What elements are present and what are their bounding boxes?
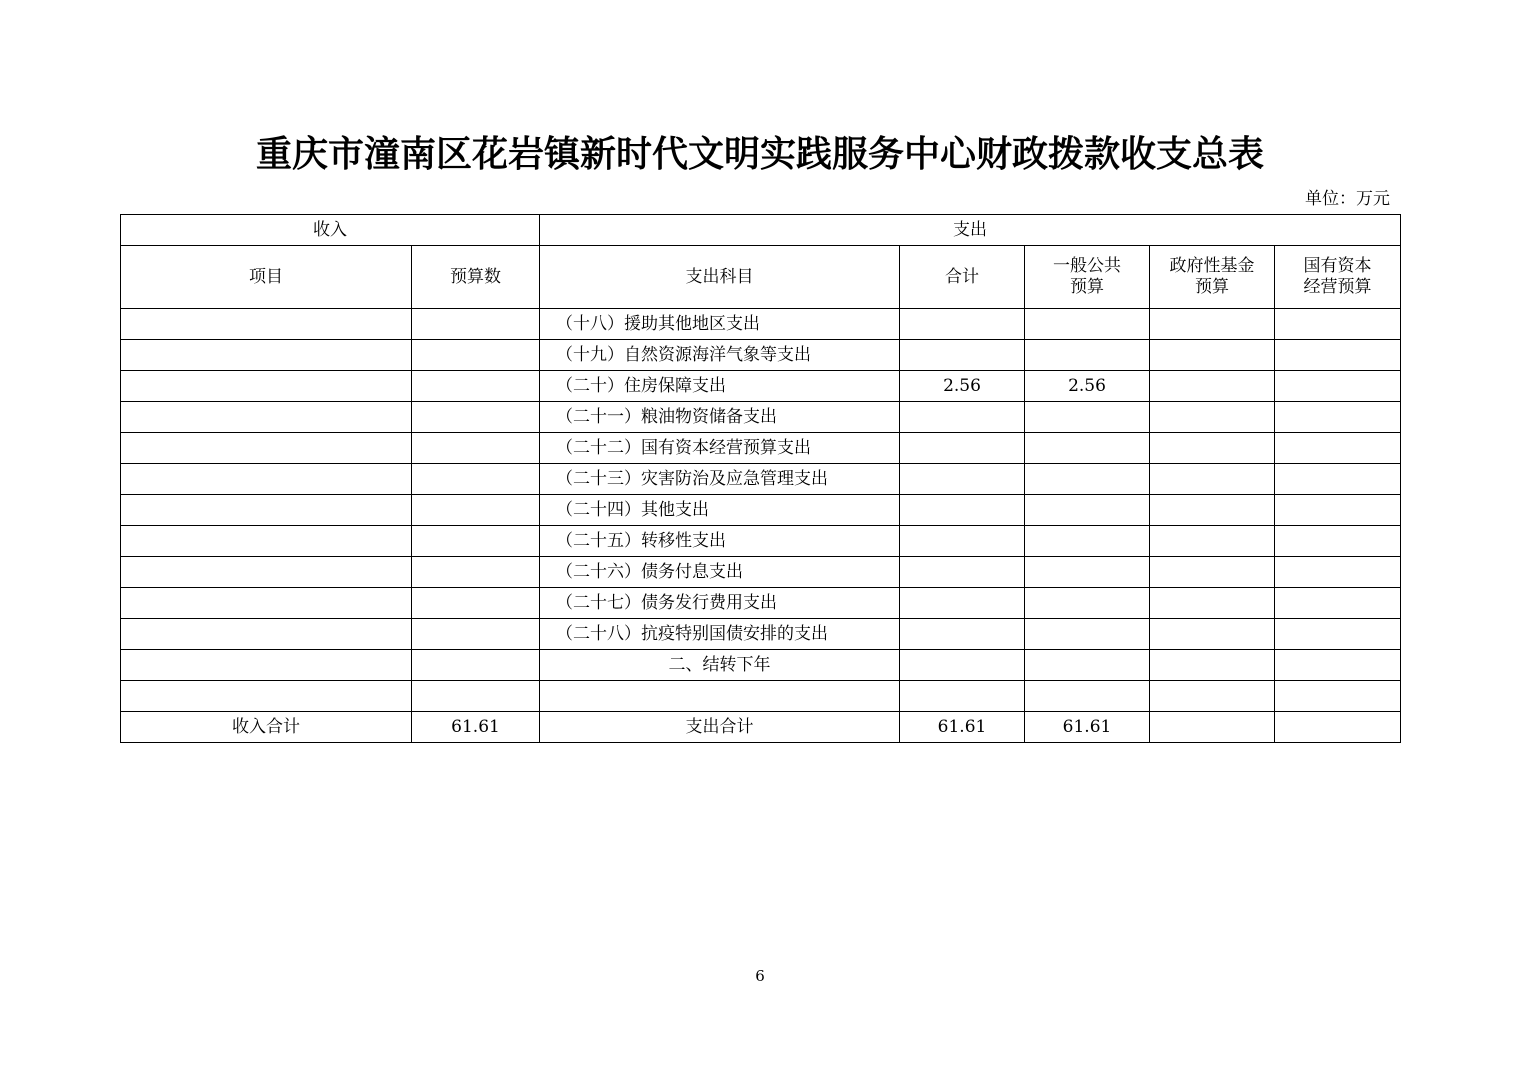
expense-fund-total (1150, 712, 1275, 743)
fund-budget-cell (1150, 619, 1275, 650)
state-budget-cell (1275, 557, 1401, 588)
expense-total-label: 支出合计 (540, 712, 900, 743)
table-cell (540, 681, 900, 712)
item-cell (121, 464, 412, 495)
header-subject: 支出科目 (540, 246, 900, 309)
state-budget-cell (1275, 371, 1401, 402)
table-row (121, 619, 1401, 650)
table-cell (412, 681, 540, 712)
table-cell (1150, 650, 1275, 681)
total-cell (900, 619, 1025, 650)
table-row (121, 340, 1401, 371)
general-budget-cell (1025, 619, 1150, 650)
general-budget-cell (1025, 588, 1150, 619)
subject-cell: （二十六）债务付息支出 (540, 557, 900, 588)
header-budget: 预算数 (412, 246, 540, 309)
item-cell (121, 340, 412, 371)
total-cell (900, 557, 1025, 588)
table-row (121, 495, 1401, 526)
expense-general-total: 61.61 (1025, 712, 1150, 743)
general-budget-cell (1025, 402, 1150, 433)
budget-cell (412, 402, 540, 433)
item-cell (121, 557, 412, 588)
state-budget-cell (1275, 526, 1401, 557)
total-cell (900, 464, 1025, 495)
general-budget-cell (1025, 557, 1150, 588)
general-budget-cell (1025, 340, 1150, 371)
header-item: 项目 (121, 246, 412, 309)
subject-cell: （二十七）债务发行费用支出 (540, 588, 900, 619)
fund-budget-cell (1150, 433, 1275, 464)
column-header-row (121, 246, 1401, 309)
subject-cell: （二十三）灾害防治及应急管理支出 (540, 464, 900, 495)
header-general-line1: 一般公共 (1053, 256, 1121, 276)
subject-cell: （二十五）转移性支出 (540, 526, 900, 557)
table-cell (1150, 681, 1275, 712)
total-cell (900, 340, 1025, 371)
state-budget-cell (1275, 433, 1401, 464)
table-cell (412, 650, 540, 681)
fund-budget-cell (1150, 340, 1275, 371)
expense-state-total (1275, 712, 1401, 743)
table-row (121, 526, 1401, 557)
item-cell (121, 526, 412, 557)
header-state-capital-budget (1275, 246, 1401, 309)
totals-row (121, 712, 1401, 743)
table-cell (1275, 681, 1401, 712)
total-cell (900, 526, 1025, 557)
table-cell (1025, 650, 1150, 681)
expense-section-header: 支出 (540, 215, 1401, 246)
general-budget-cell (1025, 464, 1150, 495)
budget-cell (412, 495, 540, 526)
item-cell (121, 433, 412, 464)
item-cell (121, 495, 412, 526)
unit-label: 单位：万元 (1305, 189, 1390, 209)
income-section-header: 收入 (121, 215, 540, 246)
table-row (121, 557, 1401, 588)
fund-budget-cell (1150, 588, 1275, 619)
subject-cell: （二十二）国有资本经营预算支出 (540, 433, 900, 464)
page-number: 6 (755, 967, 765, 985)
table-cell (121, 650, 412, 681)
item-cell (121, 371, 412, 402)
section-header-row (121, 215, 1401, 246)
state-budget-cell (1275, 309, 1401, 340)
item-cell (121, 588, 412, 619)
header-fund-line1: 政府性基金 (1169, 256, 1255, 276)
fund-budget-cell (1150, 495, 1275, 526)
budget-cell (412, 464, 540, 495)
budget-cell (412, 557, 540, 588)
total-cell (900, 402, 1025, 433)
blank-row (121, 681, 1401, 712)
table-cell (1275, 650, 1401, 681)
subject-cell: （二十）住房保障支出 (540, 371, 900, 402)
total-cell (900, 433, 1025, 464)
state-budget-cell (1275, 464, 1401, 495)
state-budget-cell (1275, 495, 1401, 526)
header-total: 合计 (900, 246, 1025, 309)
subject-cell: （十九）自然资源海洋气象等支出 (540, 340, 900, 371)
fund-budget-cell (1150, 464, 1275, 495)
total-cell (900, 588, 1025, 619)
item-cell (121, 309, 412, 340)
document-title: 重庆市潼南区花岩镇新时代文明实践服务中心财政拨款收支总表 (255, 133, 1264, 175)
state-budget-cell (1275, 402, 1401, 433)
header-state-line1: 国有资本 (1303, 256, 1372, 276)
subject-cell: （十八）援助其他地区支出 (540, 309, 900, 340)
total-cell: 2.56 (900, 371, 1025, 402)
item-cell (121, 402, 412, 433)
fund-budget-cell (1150, 371, 1275, 402)
carryover-row (121, 650, 1401, 681)
income-total-value: 61.61 (412, 712, 540, 743)
subject-cell: （二十一）粮油物资储备支出 (540, 402, 900, 433)
table-row (121, 588, 1401, 619)
header-general-line2: 预算 (1070, 277, 1104, 297)
header-state-line2: 经营预算 (1303, 277, 1372, 297)
subject-cell: （二十八）抗疫特别国债安排的支出 (540, 619, 900, 650)
total-cell (900, 309, 1025, 340)
carryover-subject: 二、结转下年 (540, 650, 900, 681)
state-budget-cell (1275, 619, 1401, 650)
header-fund-budget (1150, 246, 1275, 309)
income-total-label: 收入合计 (121, 712, 412, 743)
subject-cell: （二十四）其他支出 (540, 495, 900, 526)
budget-cell (412, 340, 540, 371)
table-cell (121, 681, 412, 712)
fund-budget-cell (1150, 557, 1275, 588)
expense-total-value: 61.61 (900, 712, 1025, 743)
item-cell (121, 619, 412, 650)
table-cell (900, 681, 1025, 712)
table-row (121, 464, 1401, 495)
general-budget-cell (1025, 526, 1150, 557)
budget-cell (412, 619, 540, 650)
table-row (121, 309, 1401, 340)
general-budget-cell (1025, 433, 1150, 464)
table-cell (1025, 681, 1150, 712)
general-budget-cell (1025, 495, 1150, 526)
budget-cell (412, 309, 540, 340)
table-row (121, 371, 1401, 402)
fund-budget-cell (1150, 526, 1275, 557)
table-row (121, 402, 1401, 433)
budget-cell (412, 371, 540, 402)
state-budget-cell (1275, 340, 1401, 371)
fund-budget-cell (1150, 402, 1275, 433)
state-budget-cell (1275, 588, 1401, 619)
budget-cell (412, 433, 540, 464)
total-cell (900, 495, 1025, 526)
budget-summary-table (120, 214, 1401, 743)
table-cell (900, 650, 1025, 681)
general-budget-cell (1025, 309, 1150, 340)
fund-budget-cell (1150, 309, 1275, 340)
header-fund-line2: 预算 (1195, 277, 1229, 297)
general-budget-cell: 2.56 (1025, 371, 1150, 402)
budget-cell (412, 526, 540, 557)
header-general-budget (1025, 246, 1150, 309)
budget-cell (412, 588, 540, 619)
table-row (121, 433, 1401, 464)
